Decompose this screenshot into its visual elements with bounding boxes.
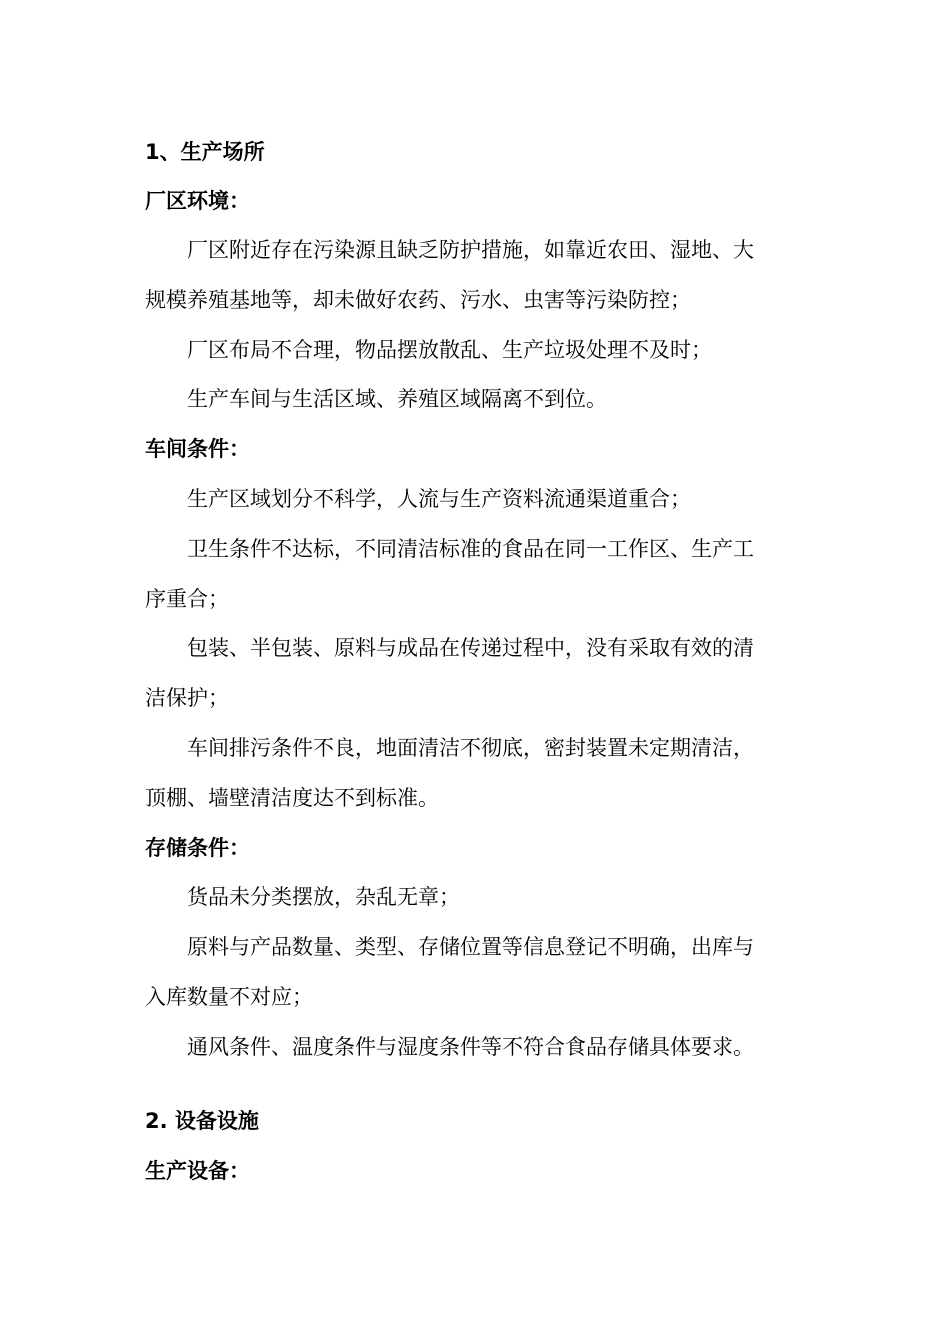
paragraph-line: 厂区布局不合理，物品摆放散乱、生产垃圾处理不及时；: [187, 338, 712, 362]
subsection-heading-storage-conditions: 存储条件：: [145, 836, 250, 860]
subsection-heading-production-equipment: 生产设备：: [145, 1159, 250, 1183]
paragraph-line: 车间排污条件不良，地面清洁不彻底，密封装置未定期清洁，: [187, 736, 754, 760]
paragraph-line: 序重合；: [145, 587, 229, 611]
paragraph-line: 通风条件、温度条件与湿度条件等不符合食品存储具体要求。: [187, 1035, 754, 1059]
section-heading-production-site: 1、生产场所: [145, 140, 265, 164]
paragraph-line: 货品未分类摆放，杂乱无章；: [187, 885, 460, 909]
paragraph-line: 卫生条件不达标，不同清洁标准的食品在同一工作区、生产工: [187, 537, 754, 561]
paragraph-line: 厂区附近存在污染源且缺乏防护措施，如靠近农田、湿地、大: [187, 238, 754, 262]
paragraph-line: 洁保护；: [145, 686, 229, 710]
paragraph-line: 生产车间与生活区域、养殖区域隔离不到位。: [187, 387, 607, 411]
paragraph-line: 规模养殖基地等，却未做好农药、污水、虫害等污染防控；: [145, 288, 691, 312]
subsection-heading-workshop-conditions: 车间条件：: [145, 437, 250, 461]
section-heading-equipment-facilities: 2. 设备设施: [145, 1109, 259, 1133]
paragraph-line: 顶棚、墙壁清洁度达不到标准。: [145, 786, 439, 810]
subsection-heading-factory-environment: 厂区环境：: [145, 189, 250, 213]
paragraph-line: 入库数量不对应；: [145, 985, 313, 1009]
paragraph-line: 包装、半包装、原料与成品在传递过程中，没有采取有效的清: [187, 636, 754, 660]
paragraph-line: 原料与产品数量、类型、存储位置等信息登记不明确，出库与: [187, 935, 754, 959]
paragraph-line: 生产区域划分不科学，人流与生产资料流通渠道重合；: [187, 487, 691, 511]
